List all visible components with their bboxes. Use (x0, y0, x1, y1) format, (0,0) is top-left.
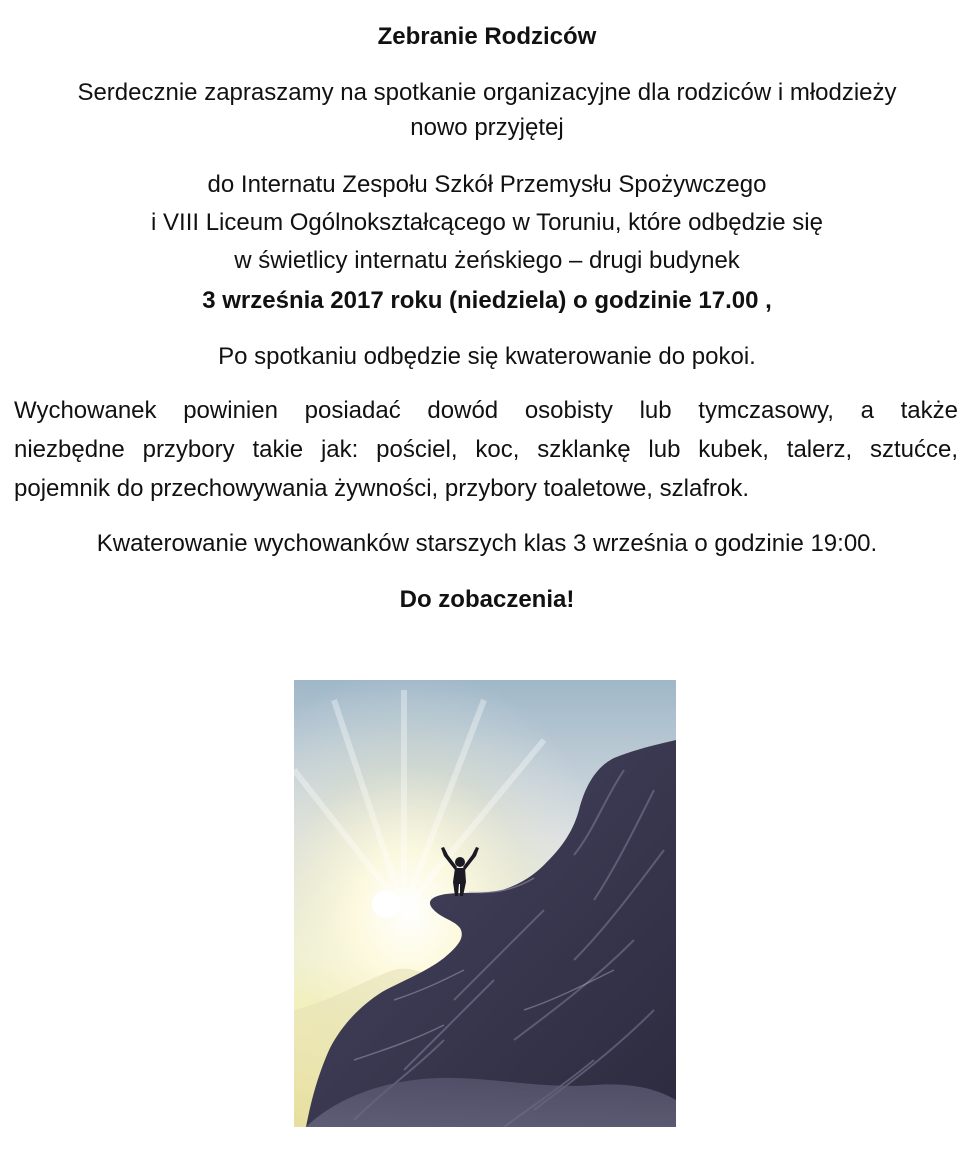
intro-text-line-2: nowo przyjętej (410, 114, 564, 141)
older-classes-text: Kwaterowanie wychowanków starszych klas 3 września o godzinie 19:00. (96, 530, 878, 557)
after-meeting-text: Po spotkaniu odbędzie się kwaterowanie do pokoi. (218, 343, 756, 370)
meeting-date: 3 września 2017 roku (niedziela) o godzinie 17.00 , (202, 287, 772, 314)
requirements-line-3: pojemnik do przechowywania żywności, przybory toaletowe, szlafrok. (14, 475, 749, 502)
intro-text-line-1: Serdecznie zapraszamy na spotkanie organizacyjne dla rodziców i młodzieży (77, 79, 897, 106)
place-text-line-1: do Internatu Zespołu Szkół Przemysłu Spożywczego (207, 171, 767, 198)
place-text-line-2: i VIII Liceum Ogólnokształcącego w Toruniu, które odbędzie się (151, 209, 823, 236)
closing-text: Do zobaczenia! (399, 586, 575, 613)
page-title: Zebranie Rodziców (377, 23, 597, 50)
sun (372, 890, 400, 918)
requirements-line-2: niezbędne przybory takie jak: pościel, koc, szklankę lub kubek, talerz, sztućce, (14, 436, 958, 463)
place-text-line-3: w świetlicy internatu żeńskiego – drugi budynek (234, 247, 740, 274)
requirements-line-1: Wychowanek powinien posiadać dowód osobisty lub tymczasowy, a także (14, 397, 958, 424)
cliff-painting (294, 680, 676, 1127)
